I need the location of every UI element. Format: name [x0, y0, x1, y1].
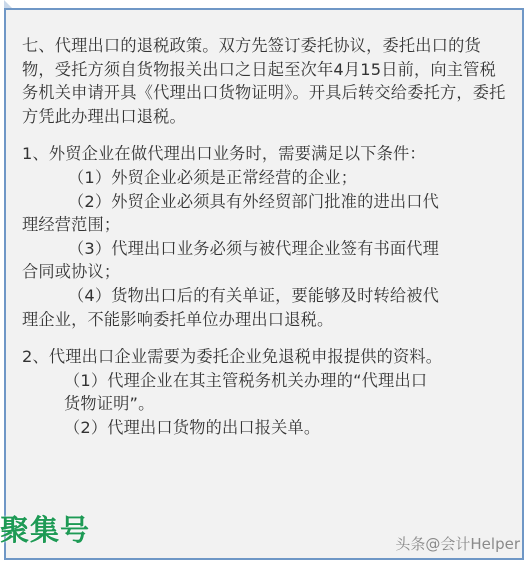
corner-fold-edge: [4, 8, 20, 10]
note-content: [22, 34, 510, 440]
material-item-1-line1: （1）代理企业在其主管税务机关办理的“代理出口: [64, 370, 428, 390]
paragraph-conditions-heading: 1、外贸企业在做代理出口业务时，需要满足以下条件：: [22, 144, 426, 164]
condition-item-3-line1: （3）代理出口业务必须与被代理企业签有书面代理: [68, 238, 440, 258]
material-item-1-line2: 货物证明”。: [64, 394, 155, 414]
material-item-2: （2）代理出口货物的出口报关单。: [64, 417, 321, 437]
condition-item-2-line1: （2）外贸企业必须具有外经贸部门批准的进出口代: [68, 191, 440, 211]
condition-item-3-line2: 合同或协议；: [22, 262, 121, 282]
paragraph-materials-heading: 2、代理出口企业需要为委托企业免退税申报提供的资料。: [22, 347, 443, 367]
condition-item-4-line1: （4）货物出口后的有关单证，要能够及时转给被代: [68, 285, 440, 305]
condition-item-4-line2: 理企业，不能影响委托单位办理出口退税。: [22, 309, 334, 329]
watermark-logo-text: 聚集号: [0, 513, 91, 547]
condition-item-1: （1）外贸企业必须是正常经营的企业；: [68, 167, 358, 187]
watermark-source-text: 头条@会计Helper: [395, 535, 520, 553]
paragraph-export-agency-policy: 七、代理出口的退税政策。双方先签订委托协议，委托出口的货物，受托方须自货物报关出口之日起至次年4月15日前，向主管税务机关申请开具《代理出口货物证明》。开具后转交给委托方，委托方凭此办理出口退税。: [22, 36, 506, 126]
condition-item-2-line2: 理经营范围；: [22, 215, 121, 235]
